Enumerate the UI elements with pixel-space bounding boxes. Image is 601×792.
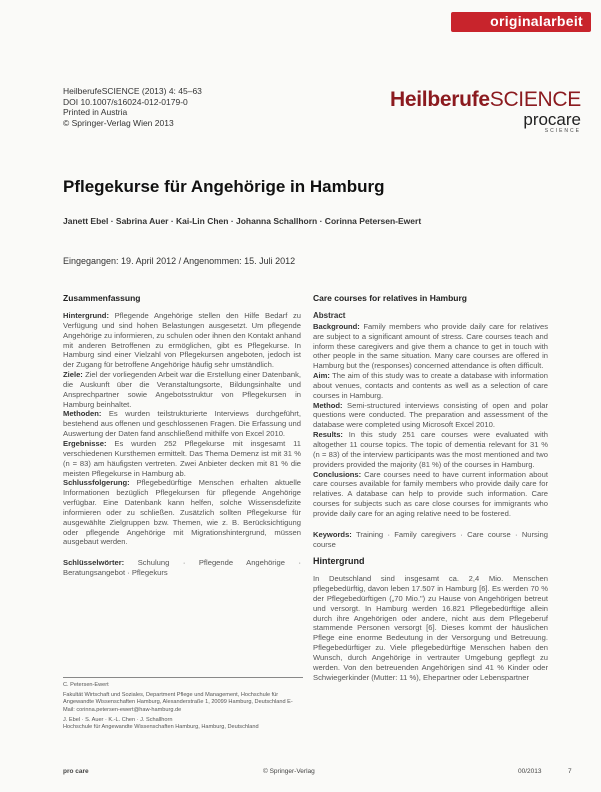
footnote-corresponding-author: C. Petersen-Ewert xyxy=(63,682,109,688)
journal-logo xyxy=(390,88,581,134)
meta-printed: Printed in Austria xyxy=(63,107,128,117)
article-meta xyxy=(63,86,202,128)
abstract-paragraph: Schlussfolgerung: Pflegebedürftige Menschen erhalten aktuelle Informationen bezüglich Pflegekursen für pflegende Angehörige verfügbar. Eine Datenbank kann helfen, solche Wissensdefizite informieren oder zu schließen. Zusätzlich sollten Pflegekurse für ausgewählte Zielgruppen bzw. Themen, wie z. B. Berücksichtigung oder pflegende Angehörige mit Migrationshintergrund, müssen ausgebaut werden. xyxy=(63,478,301,547)
abstract-paragraph: Aim: The aim of this study was to create a database with information about venues, contacts and contents as well as a selection of care courses in Hamburg. xyxy=(313,371,548,400)
keywords-english: Keywords: Training · Family caregivers · Care course · Nursing course xyxy=(313,529,548,549)
meta-doi: DOI 10.1007/s16024-012-0179-0 xyxy=(63,96,188,107)
meta-citation: HeilberufeSCIENCE (2013) 4: 45–63 xyxy=(63,86,202,96)
abstract-english xyxy=(313,293,548,683)
abstract-german-heading: Zusammenfassung xyxy=(63,293,141,303)
author-footnotes xyxy=(63,677,303,731)
abstract-paragraph: Background: Family members who provide daily care for relatives are subject to a significant amount of stress. Care courses teach and inform these caregivers and give them a chance to get in touch with other people in the same situation. Many care courses are offered in Hamburg but the (responses) concerned attendance is often difficult. xyxy=(313,321,548,371)
journal-logo-tiny: SCIENCE xyxy=(544,128,581,134)
abstract-german xyxy=(63,293,301,578)
footnote-affiliation: Hochschule für Angewandte Wissenschaften Hamburg, Hamburg, Deutschland xyxy=(63,724,259,731)
abstract-paragraph: Results: In this study 251 care courses were evaluated with altogether 11 course topics. The topic of dementia relevant for 31 % (n = 83) of the interview participants was the most mentioned and two providers provided the majority (81 %) of the courses in Hamburg. xyxy=(313,430,548,469)
journal-logo-main: HeilberufeSCIENCE xyxy=(390,88,581,111)
footer-publisher: © Springer-Verlag xyxy=(263,768,315,775)
footer-issue: 00/2013 xyxy=(518,768,542,775)
footer-journal: pro care xyxy=(63,768,89,775)
abstract-english-heading: Care courses for relatives in Hamburg xyxy=(313,293,468,303)
abstract-paragraph: Ergebnisse: Es wurden 252 Pflegekurse mit insgesamt 11 verschiedenen Kursthemen ermittelt. Das Thema Demenz ist mit 31 % (n = 83) am häufigsten vertreten. Zwei Anbieter decken mit 81 % die meisten Pflegekurse in Hamburg ab. xyxy=(63,438,301,478)
abstract-paragraph: Methoden: Es wurden teilstrukturierte Interviews durchgeführt, bestehend aus offenen und geschlossenen Fragen. Die Erfassung und Auswertung der Daten fand anschließend mithilfe von Excel 2010. xyxy=(63,409,301,439)
article-title: Pflegekurse für Angehörige in Hamburg xyxy=(63,177,385,196)
footnote-authors: J. Ebel · S. Auer · K.-L. Chen · J. Schallhorn xyxy=(63,716,173,723)
keywords-german: Schlüsselwörter: Schulung · Pflegende Angehörige · Beratungsangebot · Pflegekurs xyxy=(63,558,301,578)
body-paragraph: In Deutschland sind insgesamt ca. 2,4 Mio. Menschen pflegebedürftig, davon leben 17.507 in Hamburg [6]. Es werden 70 % der Pflegebedürftigen („70 Mio.") zu Hause von Angehörigen betreut und versorgt. In Hamburg werden 16.821 Pflegebedürftige allein durch ihre Angehörigen oder andere, nicht aus dem Pflegeberuf stammende Personen versorgt [6]. Dieses kommt der häuslichen Pflege eine enorme Bedeutung in der Versorgung und Betreuung. Pflegebedürftiger zu. Viele pflegebedürftige Menschen haben den Wunsch, durch Angehörige in vertrauter Umgebung gepflegt zu werden. Von den betreuenden Angehörigen sind 41 % Kinder oder Schwiegerkinder (Mutter: 11 %), Ehepartner oder Lebenspartner xyxy=(313,574,548,682)
section-heading: Hintergrund xyxy=(313,556,365,567)
abstract-label: Abstract xyxy=(313,311,346,320)
section-label: originalarbeit xyxy=(490,13,583,29)
footnote-address: Fakultät Wirtschaft und Soziales, Department Pflege und Management, Hochschule für Angewandte Wissenschaften Hamburg, Alexanderstraße 1, 20099 Hamburg, Deutschland E-Mail: corinna.petersen-ewert@haw-hamburg.de xyxy=(63,692,293,713)
abstract-paragraph: Conclusions: Care courses need to have current information about care courses available for family members who provide daily care for relatives. A database can help to provide such information. Care courses for subjects such as care close courses for immigrants who provide daily care for an aging relative need to be fostered. xyxy=(313,469,548,518)
abstract-paragraph: Method: Semi-structured interviews consisting of open and polar questions were conducted. The preparation and assessment of the database were completed using Microsoft Excel 2010. xyxy=(313,400,548,430)
header-bar xyxy=(0,0,601,40)
page-number: 7 xyxy=(568,768,572,775)
article-authors: Janett Ebel · Sabrina Auer · Kai-Lin Chen · Johanna Schallhorn · Corinna Petersen-Ewert xyxy=(63,216,422,226)
meta-copyright: © Springer-Verlag Wien 2013 xyxy=(63,117,174,128)
abstract-paragraph: Ziele: Ziel der vorliegenden Arbeit war die Erstellung einer Datenbank, die Auskunft über die Veranstaltungsorte, Bildungsinhalte und Ansprechpartner sowie Angebotsstruktur von Pflegekursen in Hamburg beinhaltet. xyxy=(63,370,301,409)
journal-logo-sub: procare xyxy=(523,110,581,129)
abstract-paragraph: Hintergrund: Pflegende Angehörige stellen den Hilfe Bedarf zu Verfügung und sind hohen Belastungen ausgesetzt. Um pflegende Angehörige zu informieren, zu schulen oder ihnen den Kontakt anhand mit anderen Betroffenen zu ermöglichen, gibt es Pflegekurse. In Hamburg sind einer Vielzahl von Pflegekursen angeboten, jedoch ist der Zugang für betroffene Angehörige häufig sehr umständlich. xyxy=(63,311,301,370)
article-dates: Eingegangen: 19. April 2012 / Angenommen: 15. Juli 2012 xyxy=(63,256,296,266)
